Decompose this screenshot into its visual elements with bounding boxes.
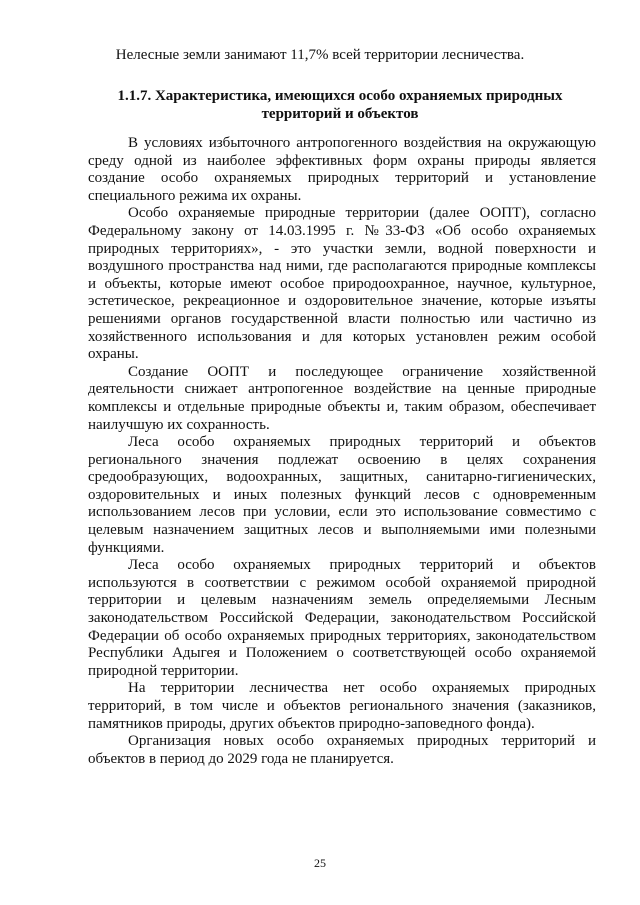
section-heading: 1.1.7. Характеристика, имеющихся особо охраняемых природных территорий и объектов [117,88,563,122]
page-number: 25 [314,856,326,870]
paragraph: Леса особо охраняемых природных территорий и объектов используются в соответствии с режимом особой охраняемой природной территории и целевым назначениям земель определяемыми Лесным законодательством Российской Федерации, законодательством Российской Федерации об особо охраняемых природных территориях, законодательством Республики Адыгея и Положением о соответствующей особо охраняемой природной территории. [88,557,596,679]
paragraph: В условиях избыточного антропогенного воздействия на окружающую среду одной из наиболее эффективных форм охраны природы является создание особо охраняемых природных территорий и установление специального режима их охраны. [88,135,596,204]
paragraph: На территории лесничества нет особо охраняемых природных территорий, в том числе и объектов регионального значения (заказников, памятников природы, других объектов природно-заповедного фонда). [88,680,596,732]
paragraph: Особо охраняемые природные территории (далее ООПТ), согласно Федеральному закону от 14.03.1995 г. №33-ФЗ «Об особо охраняемых природных территориях», - это участки земли, водной поверхности и воздушного пространства над ними, где располагаются природные комплексы и объекты, которые имеют особое природоохранное, научное, культурное, эстетическое, рекреационное и оздоровительное значение, которые изъяты решениями органов государственной власти полностью или частично из хозяйственного использования и для которых установлен режим особой охраны. [88,205,596,363]
paragraph: Леса особо охраняемых природных территорий и объектов регионального значения подлежат освоению в целях сохранения средообразующих, водоохранных, защитных, санитарно-гигиенических, оздоровительных и иных полезных функций лесов с одновременным использованием лесов при условии, если это использование совместимо с целевым назначением защитных лесов и выполняемыми ими полезными функциями. [88,434,596,556]
paragraph: Организация новых особо охраняемых природных территорий и объектов в период до 2029 года не планируется. [88,733,596,767]
intro-line: Нелесные земли занимают 11,7% всей территории лесничества. [115,47,525,63]
section-body [88,135,596,768]
paragraph: Создание ООПТ и последующее ограничение хозяйственной деятельности снижает антропогенное воздействие на ценные природные комплексы и отдельные природные объекты и, таким образом, обеспечивает наилучшую их сохранность. [88,363,596,433]
